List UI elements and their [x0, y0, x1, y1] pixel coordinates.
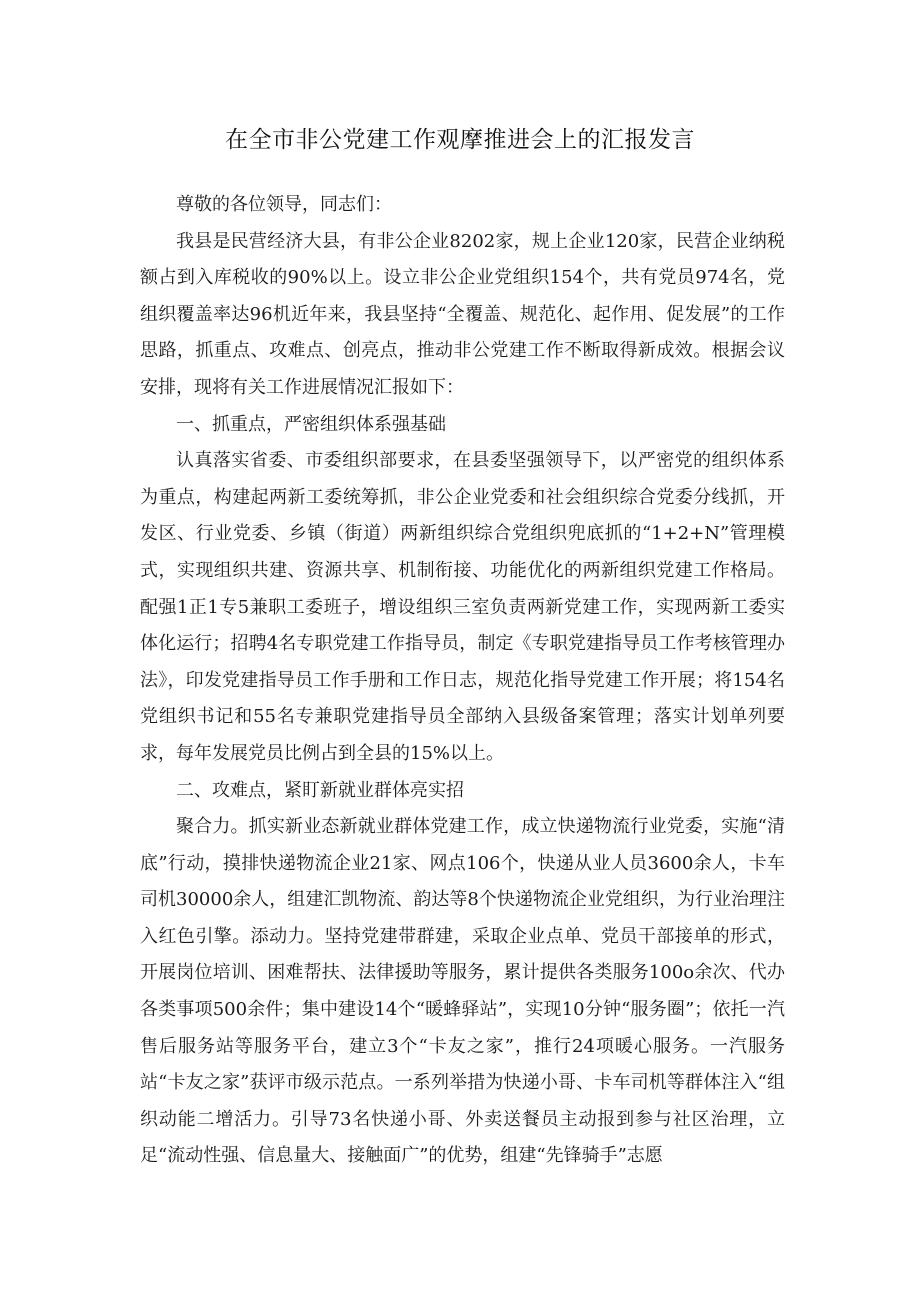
section-one-paragraph: 认真落实省委、市委组织部要求，在县委坚强领导下，以严密党的组织体系为重点，构建起两新工委统筹抓，非公企业党委和社会组织综合党委分线抓，开发区、行业党委、乡镇（街道）两新组织综合党组织兜底抓的“1+2+N”管理模式，实现组织共建、资源共享、机制衔接、功能优化的两新组织党建工作格局。配强1正1专5兼职工委班子，增设组织三室负责两新党建工作，实现两新工委实体化运行；招聘4名专职党建工作指导员，制定《专职党建指导员工作考核管理办法》，印发党建指导员工作手册和工作日志，规范化指导党建工作开展；将154名党组织书记和55名专兼职党建指导员全部纳入县级备案管理；落实计划单列要求，每年发展党员比例占到全县的15%以上。 [140, 450, 785, 764]
salutation-paragraph: 尊敬的各位领导，同志们： [176, 194, 392, 215]
section-heading-one: 一、抓重点，严密组织体系强基础 [176, 413, 446, 435]
section-heading-two: 二、攻难点，紧盯新就业群体亮实招 [176, 779, 464, 801]
document-title: 在全市非公党建工作观摩推进会上的汇报发言 [225, 127, 695, 153]
intro-paragraph: 我县是民营经济大县，有非公企业8202家，规上企业120家，民营企业纳税额占到入库税收的90%以上。设立非公企业党组织154个，共有党员974名，党组织覆盖率达96机近年来，我县坚持“全覆盖、规范化、起作用、促发展”的工作思路，抓重点、攻难点、创亮点，推动非公党建工作不断取得新成效。根据会议安排，现将有关工作进展情况汇报如下： [140, 230, 785, 398]
section-two-paragraph: 聚合力。抓实新业态新就业群体党建工作，成立快递物流行业党委，实施“清底”行动，摸排快递物流企业21家、网点106个，快递从业人员3600余人，卡车司机30000余人，组建汇凯物流、韵达等8个快递物流企业党组织，为行业治理注入红色引擎。添动力。坚持党建带群建，采取企业点单、党员干部接单的形式，开展岗位培训、困难帮扶、法律援助等服务，累计提供各类服务100o余次、代办各类事项500余件；集中建设14个“暖蜂驿站”，实现10分钟“服务圈”；依托一汽售后服务站等服务平台，建立3个“卡友之家”，推行24项暖心服务。一汽服务站“卡友之家”获评市级示范点。一系列举措为快递小哥、卡车司机等群体注入“组织动能二增活力。引导73名快递小哥、外卖送餐员主动报到参与社区治理，立足“流动性强、信息量大、接触面广”的优势，组建“先锋骑手”志愿 [140, 816, 785, 1167]
document-body [140, 187, 785, 1175]
